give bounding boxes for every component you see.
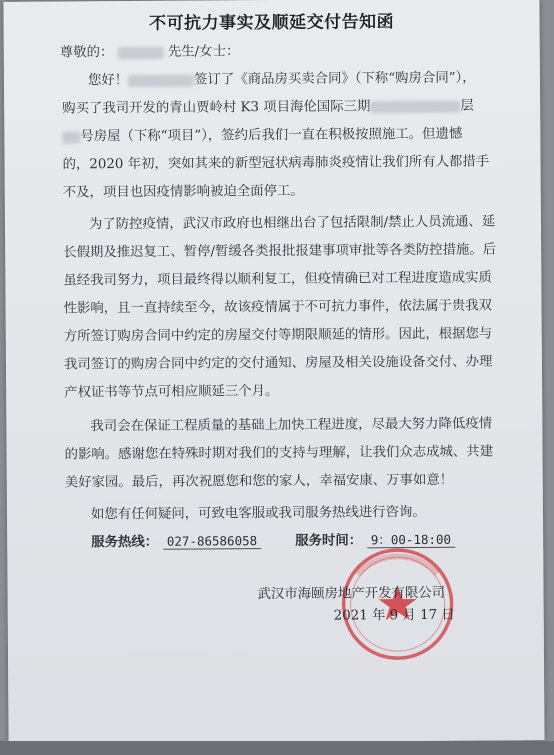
- redacted-name: [118, 46, 164, 58]
- hotline-number: 027-86586058: [163, 533, 261, 550]
- p2-line-1: 为了防控疫情，武汉市政府也相继出台了包括限制/禁止人员流通、延: [88, 214, 496, 233]
- p1-line-2: [62, 95, 474, 117]
- p2-line-6: 我司签订的购房合同中约定的交付通知、房屋及相关设施设备交付、办理: [63, 354, 493, 373]
- p1-line-3: [62, 123, 462, 145]
- p1-line-5: 不及，项目也因疫情影响被迫全面停工。: [62, 183, 304, 201]
- redacted-buyer: [128, 74, 194, 86]
- floor-text: 层: [460, 98, 474, 114]
- hours-value: 9：00-18:00: [367, 532, 455, 549]
- p1-line-1: [88, 67, 476, 89]
- background-strip: [0, 741, 554, 755]
- hotline-label: 服务热线：: [91, 533, 159, 551]
- letter-page: [3, 0, 544, 744]
- salutation-line: [60, 40, 240, 60]
- greeting: 您好！: [87, 73, 129, 89]
- p2-line-4: 性影响，且一直持续至今，故该疫情属于不可抗力事件，依法属于贵我双: [63, 298, 493, 317]
- p2-line-2: 长假期及推迟复工、暂停/暂缓各类报批报建事项审批等各类防控措施。后: [63, 242, 497, 261]
- p2-line-5: 方所签订购房合同中约定的房屋交付等期限顺延的情形。因此，根据您与: [63, 326, 493, 345]
- hours-label: 服务时间：: [295, 532, 363, 549]
- contract-text: 签订了《商品房买卖合同》（下称“购房合同”），: [194, 70, 476, 88]
- letter-title: 不可抗力事实及顺延交付告知函: [149, 12, 395, 34]
- p2-line-3: 虽经我司努力，项目最终得以顺利复工，但疫情确已对工程进度造成实质: [63, 270, 492, 289]
- service-hotline: [91, 530, 261, 550]
- redacted-unit: [62, 131, 80, 143]
- redacted-building: [370, 100, 460, 113]
- p3-line-2: 的影响。感谢您在特殊时期对我们的支持与理解，让我们众志成城、共建: [64, 444, 494, 463]
- company-name: 武汉市海颐房地产开发有限公司: [257, 585, 446, 603]
- project-text: 购买了我司开发的青山贾岭村 K3 项目海伦国际三期: [62, 99, 371, 117]
- p3-line-3: 美好家园。最后，再次祝愿您和您的家人，幸福安康、万事如意！: [64, 472, 454, 491]
- p2-line-7: 产权证书等节点可相应顺延三个月。: [64, 383, 279, 401]
- p1-line-4: 的，2020 年初，突如其来的新型冠状病毒肺炎疫情让我们所有人都措手: [62, 154, 490, 173]
- p4-line: 如您有任何疑问，可致电客服或我司服务热线进行咨询。: [90, 504, 426, 523]
- p3-line-1: 我司会在保证工程质量的基础上加快工程进度，尽最大努力降低疫情: [90, 416, 493, 435]
- salutation-prefix: 尊敬的：: [59, 45, 114, 61]
- salutation-suffix: 先生/女士：: [167, 44, 240, 60]
- room-text: 号房屋（下称“项目”），签约后我们一直在积极按照施工。但遗憾: [80, 126, 463, 145]
- letter-date: 2021 年 9 月 17 日: [333, 607, 455, 624]
